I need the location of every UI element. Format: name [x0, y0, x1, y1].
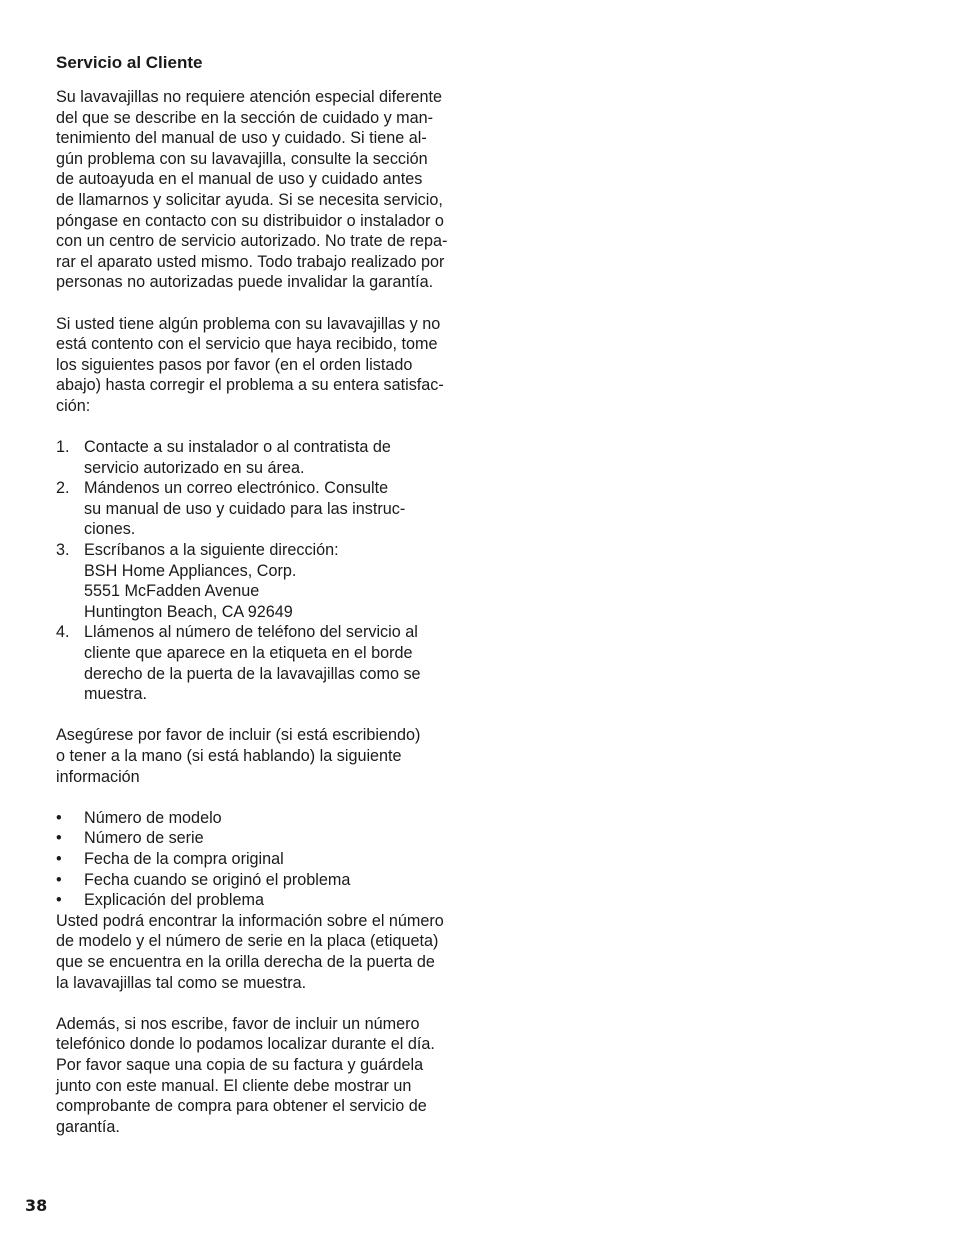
list-item — [56, 437, 463, 478]
list-item — [56, 808, 463, 829]
text-line: Usted podrá encontrar la información sobre el número — [56, 911, 444, 930]
text-line: de modelo y el número de serie en la placa (etiqueta) — [56, 932, 439, 951]
list-number: 2. — [56, 479, 70, 498]
text-line: Llámenos al número de teléfono del servicio al — [84, 623, 418, 642]
text-line: está contento con el servicio que haya recibido, tome — [56, 335, 438, 354]
text-line: derecho de la puerta de la lavavajillas como se — [84, 664, 421, 683]
text-line: Número de serie — [84, 829, 204, 848]
text-line: tenimiento del manual de uso y cuidado. Si tiene al- — [56, 129, 427, 148]
text-line: Explicación del problema — [84, 891, 264, 910]
address-line: 5551 McFadden Avenue — [84, 582, 260, 601]
text-line: personas no autorizadas puede invalidar la garantía. — [56, 273, 434, 292]
list-number: 4. — [56, 623, 70, 642]
include-paragraph — [56, 725, 463, 787]
text-line: ciones. — [84, 520, 136, 539]
bullet-icon: • — [56, 891, 62, 910]
location-paragraph — [56, 911, 463, 993]
paragraph-gap — [56, 787, 463, 808]
problem-paragraph — [56, 314, 463, 417]
bullet-icon: • — [56, 808, 62, 827]
steps-list — [56, 437, 463, 705]
text-line: Número de modelo — [84, 808, 222, 827]
list-item — [56, 849, 463, 870]
text-line: del que se describe en la sección de cuidado y man- — [56, 108, 434, 127]
text-line: de llamarnos y solicitar ayuda. Si se necesita servicio, — [56, 190, 443, 209]
text-line: muestra. — [84, 685, 147, 704]
text-line: que se encuentra en la orilla derecha de la puerta de — [56, 952, 435, 971]
paragraph-gap — [56, 993, 463, 1014]
text-line: Por favor saque una copia de su factura y guárdela — [56, 1055, 424, 1074]
paragraph-gap — [56, 705, 463, 726]
list-item — [56, 540, 463, 622]
paragraph-gap — [56, 293, 463, 314]
text-line: Fecha de la compra original — [84, 849, 284, 868]
text-line: garantía. — [56, 1117, 120, 1136]
text-line: rar el aparato usted mismo. Todo trabajo realizado por — [56, 252, 445, 271]
text-line: Fecha cuando se originó el problema — [84, 870, 351, 889]
text-line: junto con este manual. El cliente debe mostrar un — [56, 1076, 412, 1095]
text-line: Asegúrese por favor de incluir (si está escribiendo) — [56, 726, 421, 745]
text-line: los siguientes pasos por favor (en el orden listado — [56, 355, 413, 374]
text-line: la lavavajillas tal como se muestra. — [56, 973, 307, 992]
bullet-icon: • — [56, 870, 62, 889]
text-line: de autoayuda en el manual de uso y cuidado antes — [56, 170, 423, 189]
text-line: telefónico donde lo podamos localizar durante el día. — [56, 1035, 435, 1054]
info-list — [56, 808, 463, 911]
address-line: Huntington Beach, CA 92649 — [84, 602, 293, 621]
text-line: abajo) hasta corregir el problema a su entera satisfac- — [56, 376, 444, 395]
text-line: servicio autorizado en su área. — [84, 458, 305, 477]
text-line: Mándenos un correo electrónico. Consulte — [84, 479, 389, 498]
text-line: información — [56, 767, 140, 786]
content-column — [56, 52, 463, 1137]
bullet-icon: • — [56, 849, 62, 868]
text-line: Si usted tiene algún problema con su lavavajillas y no — [56, 314, 441, 333]
list-item — [56, 870, 463, 891]
bullet-icon: • — [56, 829, 62, 848]
list-item — [56, 622, 463, 704]
text-line: con un centro de servicio autorizado. No trate de repa- — [56, 232, 448, 251]
intro-paragraph — [56, 87, 463, 293]
text-line: Su lavavajillas no requiere atención especial diferente — [56, 88, 443, 106]
list-number: 3. — [56, 541, 70, 560]
address-line: BSH Home Appliances, Corp. — [84, 561, 297, 580]
text-line: o tener a la mano (si está hablando) la siguiente — [56, 747, 402, 765]
text-line: Contacte a su instalador o al contratista de — [84, 438, 391, 457]
text-line: su manual de uso y cuidado para las instruc- — [84, 499, 406, 518]
closing-paragraph — [56, 1014, 463, 1138]
text-line: póngase en contacto con su distribuidor o instalador o — [56, 211, 444, 230]
text-line: ción: — [56, 396, 91, 415]
text-line: Además, si nos escribe, favor de incluir un número — [56, 1014, 420, 1033]
paragraph-gap — [56, 417, 463, 438]
text-line: cliente que aparece en la etiqueta en el borde — [84, 644, 413, 663]
list-item — [56, 478, 463, 540]
section-heading: Servicio al Cliente — [56, 53, 203, 72]
list-item — [56, 828, 463, 849]
text-line: gún problema con su lavavajilla, consulte la sección — [56, 149, 428, 168]
text-line: comprobante de compra para obtener el servicio de — [56, 1097, 427, 1116]
list-item — [56, 890, 463, 911]
list-number: 1. — [56, 438, 70, 457]
page-number: 38 — [25, 1196, 48, 1215]
text-line: Escríbanos a la siguiente dirección: — [84, 541, 339, 560]
